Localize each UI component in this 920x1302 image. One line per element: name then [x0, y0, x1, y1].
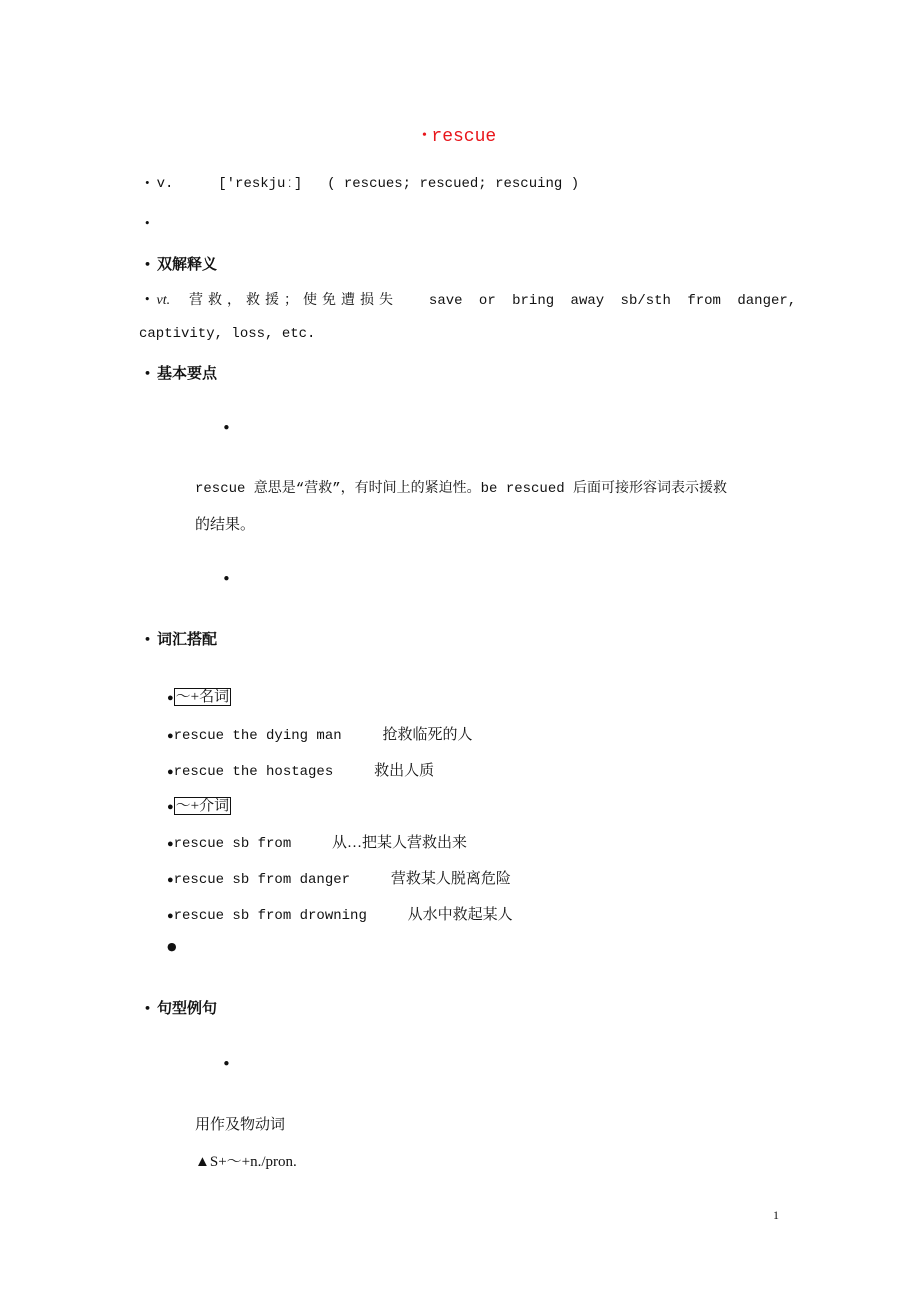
- definition-zh: 营救，救援；使免遭损失: [189, 293, 399, 308]
- entry-title: [422, 125, 496, 147]
- empty-bullet: •: [144, 217, 151, 230]
- phonetic: ['reskjuː]: [218, 176, 303, 192]
- definition-line: • vt. 营救，救援；使免遭损失 save or bring away sb/sth from danger,: [144, 293, 797, 309]
- title-bullet: •: [422, 128, 427, 143]
- section-heading-key-points: • 基本要点: [144, 364, 218, 382]
- part-of-speech: v.: [156, 176, 174, 192]
- key-point-text-line2: 的结果。: [195, 517, 256, 533]
- bullet: ●: [167, 940, 177, 953]
- bullet: •: [144, 178, 151, 190]
- section-heading-dual-definition: • 双解释义: [144, 255, 218, 273]
- section-heading-collocations: • 词汇搭配: [144, 630, 218, 648]
- collocation-item: ●rescue the dying man 抢救临死的人: [167, 727, 473, 744]
- key-point-text-line1: rescue 意思是“营救”，有时间上的紧迫性。be rescued 后面可接形容词表示援救: [195, 481, 728, 497]
- sentence-pattern: ▲S+～+n./pron.: [195, 1154, 297, 1170]
- inflections: ( rescues; rescued; rescuing ): [327, 176, 580, 192]
- collocation-item: ●rescue the hostages 救出人质: [167, 763, 435, 780]
- collocation-item: ●rescue sb from danger 营救某人脱离危险: [167, 871, 511, 888]
- headword: rescue: [431, 127, 497, 147]
- collocation-group-label: ● ～+名词: [167, 689, 230, 705]
- bullet: •: [222, 419, 231, 437]
- collocation-item: ●rescue sb from drowning 从水中救起某人: [167, 907, 513, 924]
- bullet: •: [222, 570, 231, 588]
- bullet: •: [222, 1055, 231, 1073]
- definition-en: save or bring away sb/sth from danger,: [428, 293, 797, 309]
- definition-en-continued: captivity, loss, etc.: [139, 326, 316, 342]
- collocation-item: ●rescue sb from 从…把某人营救出来: [167, 835, 468, 852]
- section-heading-sentence-patterns: • 句型例句: [144, 999, 218, 1017]
- page-number: 1: [773, 1208, 779, 1222]
- definition-pos: vt.: [156, 293, 171, 308]
- usage-label: 用作及物动词: [195, 1117, 286, 1133]
- pos-line: [144, 176, 579, 192]
- collocation-group-label: ● ～+介词: [167, 798, 230, 814]
